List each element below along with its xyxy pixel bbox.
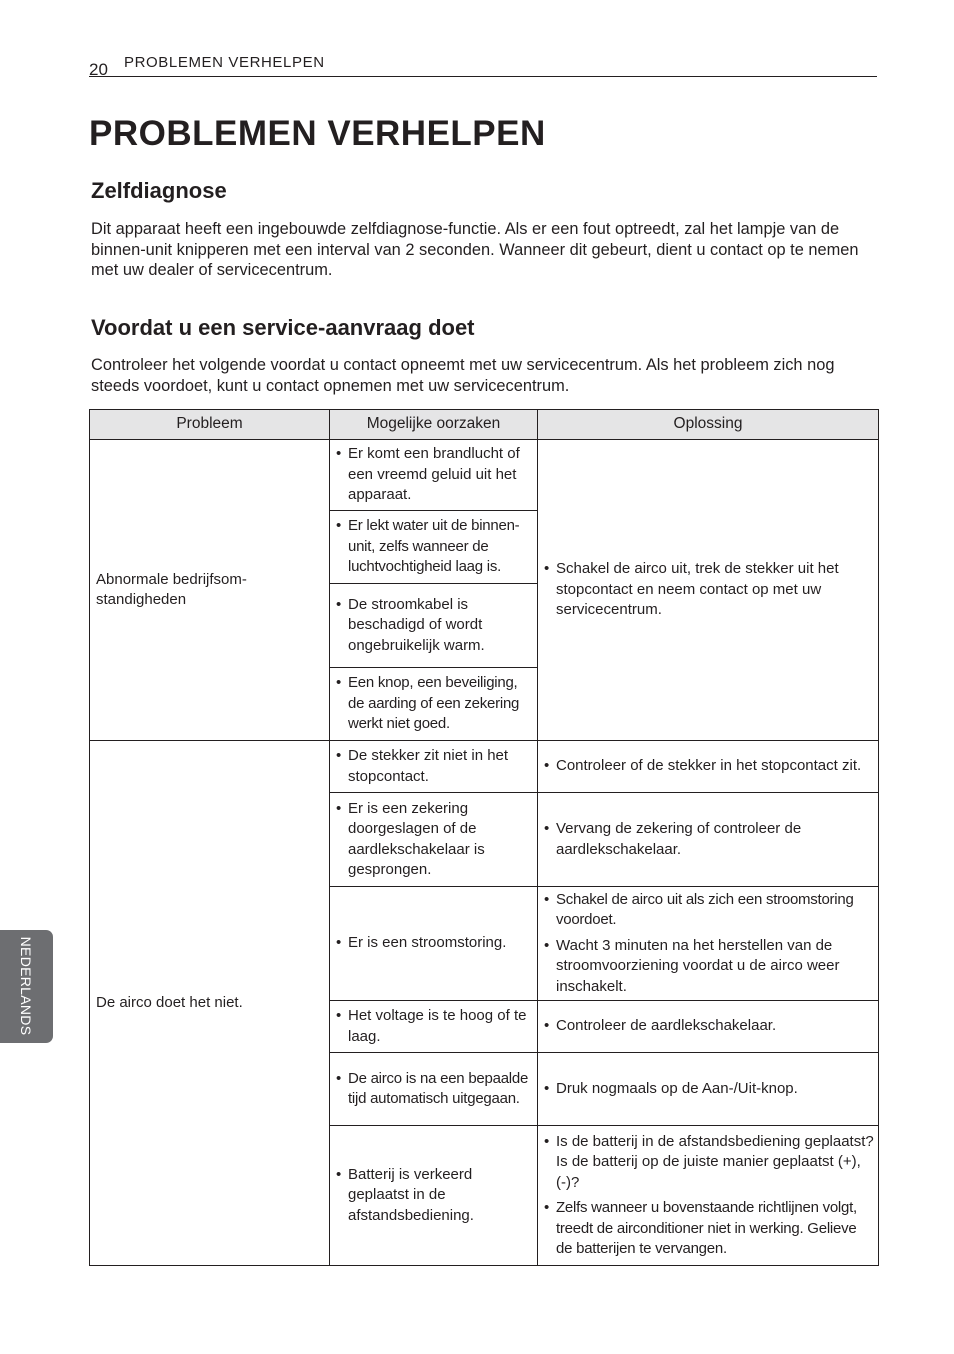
- solution-text: • Vervang de zekering of controleer de aardlekschakelaar.: [544, 819, 875, 860]
- cause-text: • De airco is na een bepaalde tijd automatisch uitgegaan.: [336, 1069, 534, 1110]
- cause-text: • De stroomkabel is beschadigd of wordt ongebruikelijk warm.: [336, 595, 534, 657]
- solution-text: • Controleer de aardlekschakelaar.: [544, 1016, 875, 1037]
- column-header-causes: Mogelijke oorzaken: [330, 410, 538, 440]
- table-header-row: [90, 410, 879, 440]
- cause-cell: [330, 1001, 538, 1053]
- troubleshooting-table: [89, 409, 879, 1266]
- language-tab-label: NEDERLANDS: [18, 936, 34, 1036]
- cause-cell: [330, 1053, 538, 1126]
- cause-text: • Er lekt water uit de binnen-unit, zelfs wanneer de luchtvochtigheid laag is.: [336, 516, 534, 578]
- self-diagnosis-text: Dit apparaat heeft een ingebouwde zelfdiagnose-functie. Als er een fout optreedt, zal het lampje van de binnen-unit knipperen met een interval van 2 seconden. Wanneer dit gebeurt, dient u contact op te nemen met uw dealer of servicecentrum.: [91, 220, 859, 279]
- cause-text: • De stekker zit niet in het stopcontact.: [336, 746, 534, 787]
- problem-cell: De airco doet het niet.: [90, 741, 330, 1266]
- cause-text: • Er is een zekering doorgeslagen of de aardlekschakelaar is gesprongen.: [336, 799, 534, 881]
- solution-cell: [538, 741, 879, 793]
- solution-text: • Controleer of de stekker in het stopcontact zit.: [544, 756, 875, 777]
- cause-cell: [330, 741, 538, 793]
- solution-cell: [538, 887, 879, 1001]
- language-side-tab: [0, 930, 53, 1043]
- solution-cell: [538, 1053, 879, 1126]
- solution-text: • Schakel de airco uit, trek de stekker uit het stopcontact en neem contact op met uw servicecentrum.: [544, 559, 875, 621]
- cause-text: • Er is een stroomstoring.: [336, 933, 534, 954]
- solution-cell: [538, 1001, 879, 1053]
- cause-cell: [330, 1126, 538, 1266]
- solution-text: • Zelfs wanneer u bovenstaande richtlijnen volgt, treedt de airconditioner niet in werking. Gelieve de batterijen te vervangen.: [544, 1198, 875, 1260]
- cause-cell: [330, 887, 538, 1001]
- solution-cell: [538, 440, 879, 741]
- solution-text: • Is de batterij in de afstandsbediening geplaatst? Is de batterij op de juiste manier geplaatst (+),(-)?: [544, 1132, 875, 1194]
- solution-cell: [538, 793, 879, 887]
- solution-cell: [538, 1126, 879, 1266]
- solution-text: • Schakel de airco uit als zich een stroomstoring voordoet.: [544, 890, 875, 931]
- table-row: [90, 741, 879, 793]
- cause-cell: [330, 584, 538, 668]
- solution-text: • Wacht 3 minuten na het herstellen van de stroomvoorziening voordat u de airco weer inschakelt.: [544, 936, 875, 998]
- running-title: PROBLEMEN VERHELPEN: [124, 54, 325, 71]
- cause-text: • Batterij is verkeerd geplaatst in de afstandsbediening.: [336, 1165, 534, 1227]
- cause-text: • Een knop, een beveiliging, de aarding of een zekering werkt niet goed.: [336, 673, 534, 735]
- column-header-solution: Oplossing: [538, 410, 879, 440]
- cause-text: • Het voltage is te hoog of te laag.: [336, 1006, 534, 1047]
- solution-text: • Druk nogmaals op de Aan-/Uit-knop.: [544, 1079, 875, 1100]
- page-header: [89, 52, 877, 77]
- cause-cell: [330, 793, 538, 887]
- section-heading-self-diagnosis: Zelfdiagnose: [91, 178, 227, 203]
- cause-cell: [330, 668, 538, 741]
- page-number: 20: [89, 60, 108, 79]
- before-service-text: Controleer het volgende voordat u contact opneemt met uw servicecentrum. Als het probleem zich nog steeds voordoet, kunt u contact opnemen met uw servicecentrum.: [91, 356, 835, 395]
- cause-cell: [330, 440, 538, 511]
- cause-cell: [330, 511, 538, 584]
- page-title: PROBLEMEN VERHELPEN: [89, 114, 546, 153]
- table-row: [90, 440, 879, 511]
- cause-text: • Er komt een brandlucht of een vreemd geluid uit het apparaat.: [336, 444, 534, 506]
- column-header-problem: Probleem: [90, 410, 330, 440]
- problem-cell: Abnormale bedrijfsom-standigheden: [90, 440, 330, 741]
- section-heading-before-service: Voordat u een service-aanvraag doet: [91, 315, 475, 340]
